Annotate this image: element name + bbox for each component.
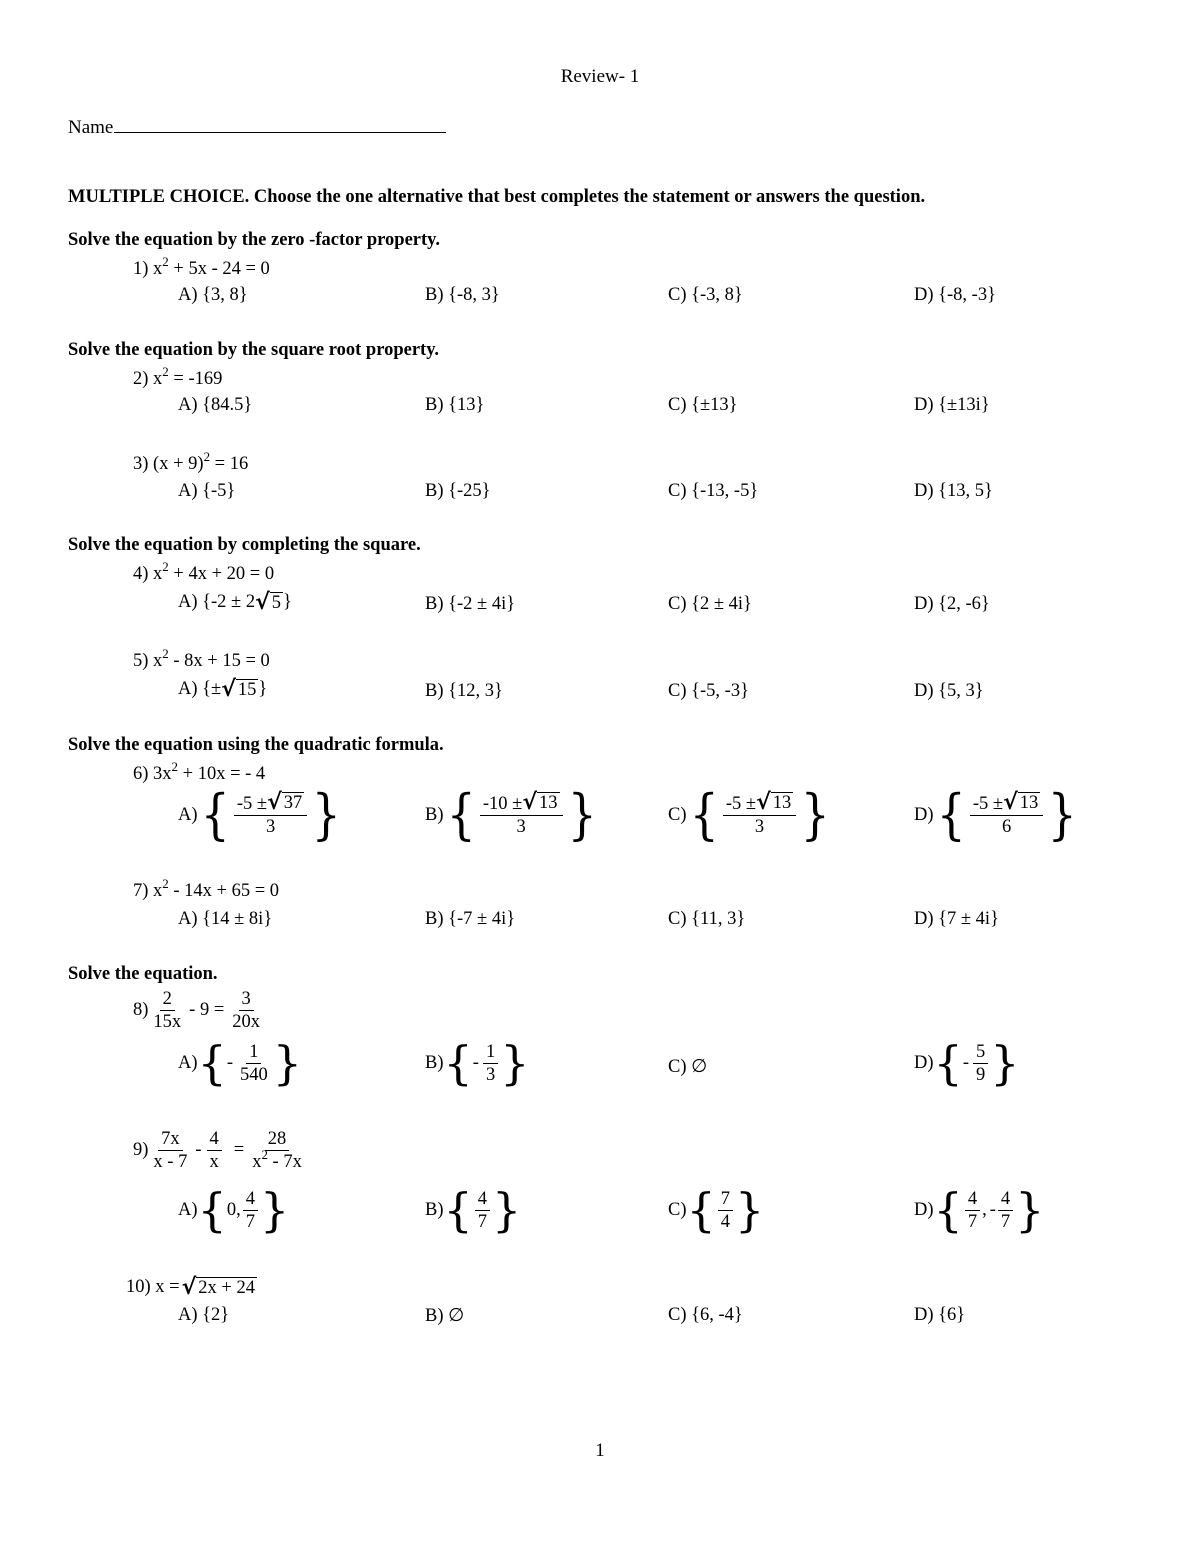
name-blank-line[interactable] (114, 114, 446, 133)
q2-option-a[interactable]: A) {84.5} (178, 395, 253, 415)
q6-option-a[interactable]: A) { -5 ± √ 37 3 } (178, 783, 342, 846)
q4-option-c[interactable]: C) {2 ± 4i} (668, 594, 752, 614)
question-10: 10) x = √ 2x + 24 (126, 1275, 255, 1300)
q10-option-d[interactable]: D) {6} (914, 1305, 966, 1325)
question-9: 9) $\frac{7x}{x - 7}$ - $\frac{4}{x}$ = $\frac{28}{x^2 - 7x}$ (133, 1129, 302, 1172)
q8-option-b[interactable]: B) { - $\frac{1}{3}$ } (425, 1036, 530, 1090)
name-field[interactable] (68, 114, 446, 139)
section-heading-zero-factor: Solve the equation by the zero -factor property. (68, 230, 441, 250)
q1-option-b[interactable]: B) {-8, 3} (425, 285, 500, 305)
q9-option-b[interactable]: B) { $\frac{4}{7}$ } (425, 1183, 522, 1237)
q3-option-c[interactable]: C) {-13, -5} (668, 481, 759, 501)
q4-option-a[interactable]: A) {-2 ± 2 √ 5 } (178, 590, 292, 615)
q8-option-a[interactable]: A) { - $\frac{1}{540}$ } (178, 1036, 303, 1090)
q1-option-c[interactable]: C) {-3, 8} (668, 285, 743, 305)
q5-option-b[interactable]: B) {12, 3} (425, 681, 503, 701)
q8-option-c[interactable]: C) ∅ (668, 1057, 708, 1077)
q7-option-a[interactable]: A) {14 ± 8i} (178, 909, 273, 929)
question-4: 4) $x^2 + 4x + 20 = 0$ (133, 559, 275, 584)
section-heading-solve: Solve the equation. (68, 964, 218, 984)
q5-option-d[interactable]: D) {5, 3} (914, 681, 984, 701)
left-brace: { (200, 783, 230, 846)
q3-option-b[interactable]: B) {-25} (425, 481, 491, 501)
question-1: 1) $x^2 + 5x - 24 = 0$ (133, 254, 270, 279)
question-7: 7) $x^2 - 14x + 65 = 0$ (133, 876, 280, 901)
q2-option-b[interactable]: B) {13} (425, 395, 485, 415)
q5-option-a[interactable]: A) {± √ 15 } (178, 677, 268, 702)
q8-option-d[interactable]: D) { - $\frac{5}{9}$ } (914, 1036, 1020, 1090)
q2-option-c[interactable]: C) {±13} (668, 395, 738, 415)
q10-option-b[interactable]: B) ∅ (425, 1306, 465, 1326)
q6-option-d[interactable]: D) { -5 ± √ 13 6 } (914, 783, 1078, 846)
right-brace: } (567, 783, 597, 846)
section-heading-quadratic-formula: Solve the equation using the quadratic formula. (68, 735, 444, 755)
right-brace: } (800, 783, 831, 846)
q4-option-d[interactable]: D) {2, -6} (914, 594, 990, 614)
section-heading-square-root: Solve the equation by the square root property. (68, 340, 440, 360)
q7-option-b[interactable]: B) {-7 ± 4i} (425, 909, 516, 929)
q5-option-c[interactable]: C) {-5, -3} (668, 681, 749, 701)
q10-option-c[interactable]: C) {6, -4} (668, 1305, 743, 1325)
question-3: 3) $(x + 9)^2 = 16$ (133, 449, 249, 474)
left-brace: { (936, 783, 966, 846)
q7-option-d[interactable]: D) {7 ± 4i} (914, 909, 999, 929)
q1-option-d[interactable]: D) {-8, -3} (914, 285, 996, 305)
radical: √ 5 (255, 590, 282, 615)
q9-option-d[interactable]: D) { $\frac{4}{7}$ , - $\frac{4}{7}$ } (914, 1183, 1045, 1237)
q3-option-d[interactable]: D) {13, 5} (914, 481, 993, 501)
page-title: Review- 1 (560, 66, 640, 87)
instructions: MULTIPLE CHOICE. Choose the one alternative that best completes the statement or answers the question. (68, 187, 926, 207)
q10-option-a[interactable]: A) {2} (178, 1305, 230, 1325)
q1-option-a[interactable]: A) {3, 8} (178, 285, 248, 305)
question-5: 5) $x^2 - 8x + 15 = 0$ (133, 646, 270, 671)
left-brace: { (446, 783, 476, 846)
q9-option-c[interactable]: C) { $\frac{7}{4}$ } (668, 1183, 765, 1237)
q6-option-b[interactable]: B) { -10 ± √ 13 3 } (425, 783, 597, 846)
left-brace: { (689, 783, 719, 846)
right-brace: } (311, 783, 342, 846)
right-brace: } (1047, 783, 1078, 846)
q6-option-c[interactable]: C) { -5 ± √ 13 3 } (668, 783, 831, 846)
q4-option-b[interactable]: B) {-2 ± 4i} (425, 594, 516, 614)
q3-option-a[interactable]: A) {-5} (178, 481, 236, 501)
name-label: Name (68, 117, 114, 138)
page-number: 1 (595, 1440, 605, 1461)
q2-option-d[interactable]: D) {±13i} (914, 395, 990, 415)
radical: √ 15 (221, 677, 257, 702)
q7-option-c[interactable]: C) {11, 3} (668, 909, 746, 929)
question-8: 8) $\frac{2}{15x}$ - 9 = $\frac{3}{20x}$ (133, 989, 261, 1032)
q9-option-a[interactable]: A) { 0, $\frac{4}{7}$ } (178, 1183, 290, 1237)
section-heading-completing-square: Solve the equation by completing the square. (68, 535, 421, 555)
question-2: 2) $x^2 = -169$ (133, 364, 223, 389)
question-6: 6) $3x^2 + 10x$ = - 4 (133, 759, 266, 784)
